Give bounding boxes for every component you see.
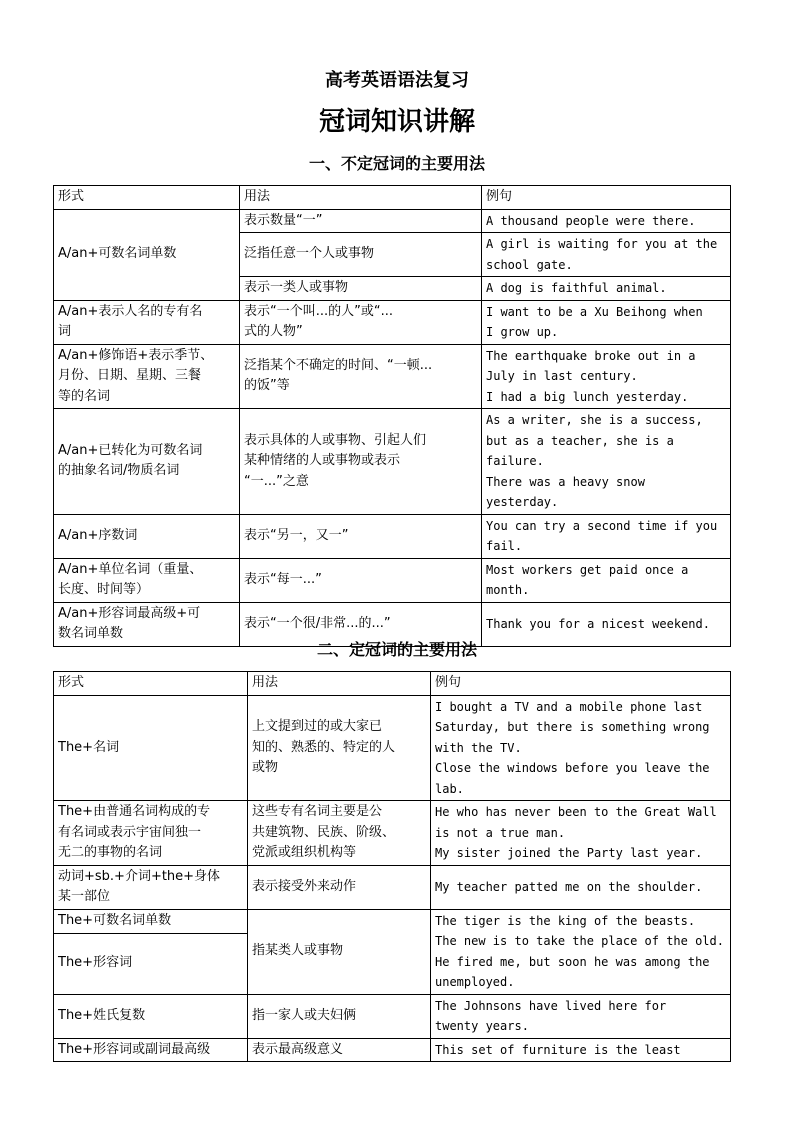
example-line: with the TV. xyxy=(435,740,522,755)
usage-cell xyxy=(240,409,482,515)
example-line: yesterday. xyxy=(486,495,559,509)
form-cell: The+可数名词单数 xyxy=(54,909,248,933)
example-line: Saturday, but there is something wrong xyxy=(435,720,710,734)
example-cell xyxy=(482,233,731,277)
column-header-form: 形式 xyxy=(54,186,240,210)
form-line: 长度、时间等） xyxy=(58,582,150,597)
example-cell xyxy=(482,514,731,558)
example-line: The earthquake broke out in a xyxy=(486,348,696,363)
example-cell: A dog is faithful animal. xyxy=(482,277,731,301)
example-line: As a writer, she is a success, xyxy=(486,413,703,427)
table-header-row xyxy=(54,672,731,696)
section-heading-definite-article: 二、定冠词的主要用法 xyxy=(316,640,477,659)
example-cell xyxy=(431,994,731,1038)
example-cell xyxy=(482,558,731,602)
table-row xyxy=(54,344,731,409)
example-cell xyxy=(431,801,731,866)
example-line: The Johnsons have lived here for xyxy=(435,998,667,1013)
example-line: The new is to take the place of the old. xyxy=(435,934,724,948)
table-row xyxy=(54,514,731,558)
example-line: month. xyxy=(486,583,530,597)
usage-line: 或物 xyxy=(252,760,279,775)
usage-line: 泛指某个不确定的时间、“一顿... xyxy=(244,357,433,373)
example-line: Close the windows before you leave the xyxy=(435,761,710,775)
form-line: A/an+表示人名的专有名 xyxy=(58,303,203,319)
usage-cell xyxy=(240,300,482,344)
form-line: 某一部位 xyxy=(58,889,111,904)
example-line: I bought a TV and a mobile phone last xyxy=(435,699,703,714)
usage-cell: 表示接受外来动作 xyxy=(248,865,431,909)
form-cell xyxy=(54,344,240,409)
usage-cell xyxy=(240,344,482,409)
table-row xyxy=(54,994,731,1038)
usage-cell xyxy=(248,801,431,866)
example-cell xyxy=(482,344,731,409)
table-row xyxy=(54,909,731,933)
table-row xyxy=(54,695,731,801)
example-cell: Thank you for a nicest weekend. xyxy=(482,602,731,646)
example-cell xyxy=(431,909,731,994)
usage-cell: 泛指任意一个人或事物 xyxy=(240,233,482,277)
table-row xyxy=(54,209,731,233)
usage-cell: 表示一类人或事物 xyxy=(240,277,482,301)
form-cell: The+形容词 xyxy=(54,933,248,994)
form-line: A/an+修饰语+表示季节、 xyxy=(58,347,214,363)
form-line: 有名词或表示宇宙间独一 xyxy=(58,824,202,840)
form-line: 等的名词 xyxy=(58,388,111,404)
example-line: twenty years. xyxy=(435,1019,529,1033)
column-header-example: 例句 xyxy=(431,672,731,696)
form-cell: The+形容词或副词最高级 xyxy=(54,1038,248,1062)
example-line: I had a big lunch yesterday. xyxy=(486,389,689,404)
form-line: 数名词单数 xyxy=(58,626,124,641)
form-cell xyxy=(54,409,240,515)
example-line: You can try a second time if you xyxy=(486,518,718,533)
section-heading-indefinite-article: 一、不定冠词的主要用法 xyxy=(308,154,485,173)
table-row xyxy=(54,300,731,344)
form-cell: A/an+可数名词单数 xyxy=(54,209,240,300)
example-line: unemployed. xyxy=(435,975,515,989)
example-line: He who has never been to the Great Wall xyxy=(435,805,717,819)
usage-line: 上文提到过的或大家已 xyxy=(252,719,383,734)
form-line: A/an+形容词最高级+可 xyxy=(58,605,201,621)
usage-line: “一...”之意 xyxy=(244,473,309,489)
example-line: but as a teacher, she is a xyxy=(486,433,674,448)
example-line: school gate. xyxy=(486,257,573,272)
example-cell xyxy=(431,695,731,801)
usage-line: 某种情绪的人或事物或表示 xyxy=(244,453,401,468)
example-line: A girl is waiting for you at the xyxy=(486,237,718,251)
form-line: A/an+单位名词（重量、 xyxy=(58,561,203,577)
form-cell: A/an+序数词 xyxy=(54,514,240,558)
example-line: Most workers get paid once a xyxy=(486,562,689,577)
example-cell: My teacher patted me on the shoulder. xyxy=(431,865,731,909)
usage-cell xyxy=(248,695,431,801)
form-cell xyxy=(54,300,240,344)
usage-line: 这些专有名词主要是公 xyxy=(252,804,383,819)
example-line: fail. xyxy=(486,539,523,553)
example-line: My sister joined the Party last year. xyxy=(435,846,703,860)
usage-line: 党派或组织机构等 xyxy=(252,845,357,860)
example-line: failure. xyxy=(486,454,544,468)
column-header-example: 例句 xyxy=(482,186,731,210)
column-header-usage: 用法 xyxy=(248,672,431,696)
example-line: is not a true man. xyxy=(435,825,566,840)
example-line: He fired me, but soon he was among the xyxy=(435,954,710,969)
example-cell: This set of furniture is the least xyxy=(431,1038,731,1062)
usage-line: 的饭”等 xyxy=(244,378,290,394)
document-title: 高考英语语法复习 xyxy=(325,70,469,91)
example-line: lab. xyxy=(435,781,464,796)
form-line: The+由普通名词构成的专 xyxy=(58,804,211,819)
indefinite-article-table xyxy=(53,185,731,647)
table-row xyxy=(54,558,731,602)
table-row xyxy=(54,865,731,909)
usage-line: 式的人物” xyxy=(244,324,303,339)
document-subtitle: 冠词知识讲解 xyxy=(318,107,475,137)
form-line: 的抽象名词/物质名词 xyxy=(58,463,180,479)
form-cell: The+名词 xyxy=(54,695,248,801)
example-line: The tiger is the king of the beasts. xyxy=(435,913,696,928)
table-row xyxy=(54,1038,731,1062)
example-line: I want to be a Xu Beihong when xyxy=(486,304,703,319)
column-header-usage: 用法 xyxy=(240,186,482,210)
usage-line: 知的、熟悉的、特定的人 xyxy=(252,739,396,755)
usage-cell: 表示数量“一” xyxy=(240,209,482,233)
usage-cell: 表示“每一...” xyxy=(240,558,482,602)
example-cell xyxy=(482,300,731,344)
usage-line: 表示“一个叫...的人”或“... xyxy=(244,303,393,319)
usage-cell: 表示“另一，又一” xyxy=(240,514,482,558)
table-row xyxy=(54,409,731,515)
form-cell xyxy=(54,865,248,909)
table-header-row xyxy=(54,186,731,210)
form-line: A/an+已转化为可数名词 xyxy=(58,442,203,458)
form-cell xyxy=(54,558,240,602)
usage-cell: 指一家人或夫妇俩 xyxy=(248,994,431,1038)
example-line: July in last century. xyxy=(486,369,638,383)
form-line: 词 xyxy=(58,324,72,339)
form-cell: The+姓氏复数 xyxy=(54,994,248,1038)
table-row xyxy=(54,801,731,866)
example-cell: A thousand people were there. xyxy=(482,209,731,233)
usage-line: 共建筑物、民族、阶级、 xyxy=(252,824,396,840)
usage-cell: 表示最高级意义 xyxy=(248,1038,431,1062)
example-line: I grow up. xyxy=(486,325,559,339)
example-line: There was a heavy snow xyxy=(486,474,645,489)
column-header-form: 形式 xyxy=(54,672,248,696)
usage-cell: 指某类人或事物 xyxy=(248,909,431,994)
usage-cell: 表示“一个很/非常...的...” xyxy=(240,602,482,646)
usage-line: 表示具体的人或事物、引起人们 xyxy=(244,432,427,448)
form-cell xyxy=(54,801,248,866)
form-line: 无二的事物的名词 xyxy=(58,845,163,860)
form-line: 月份、日期、星期、三餐 xyxy=(58,368,202,383)
example-cell xyxy=(482,409,731,515)
definite-article-table xyxy=(53,671,731,1062)
form-line: 动词+sb.+介词+the+身体 xyxy=(58,868,221,884)
